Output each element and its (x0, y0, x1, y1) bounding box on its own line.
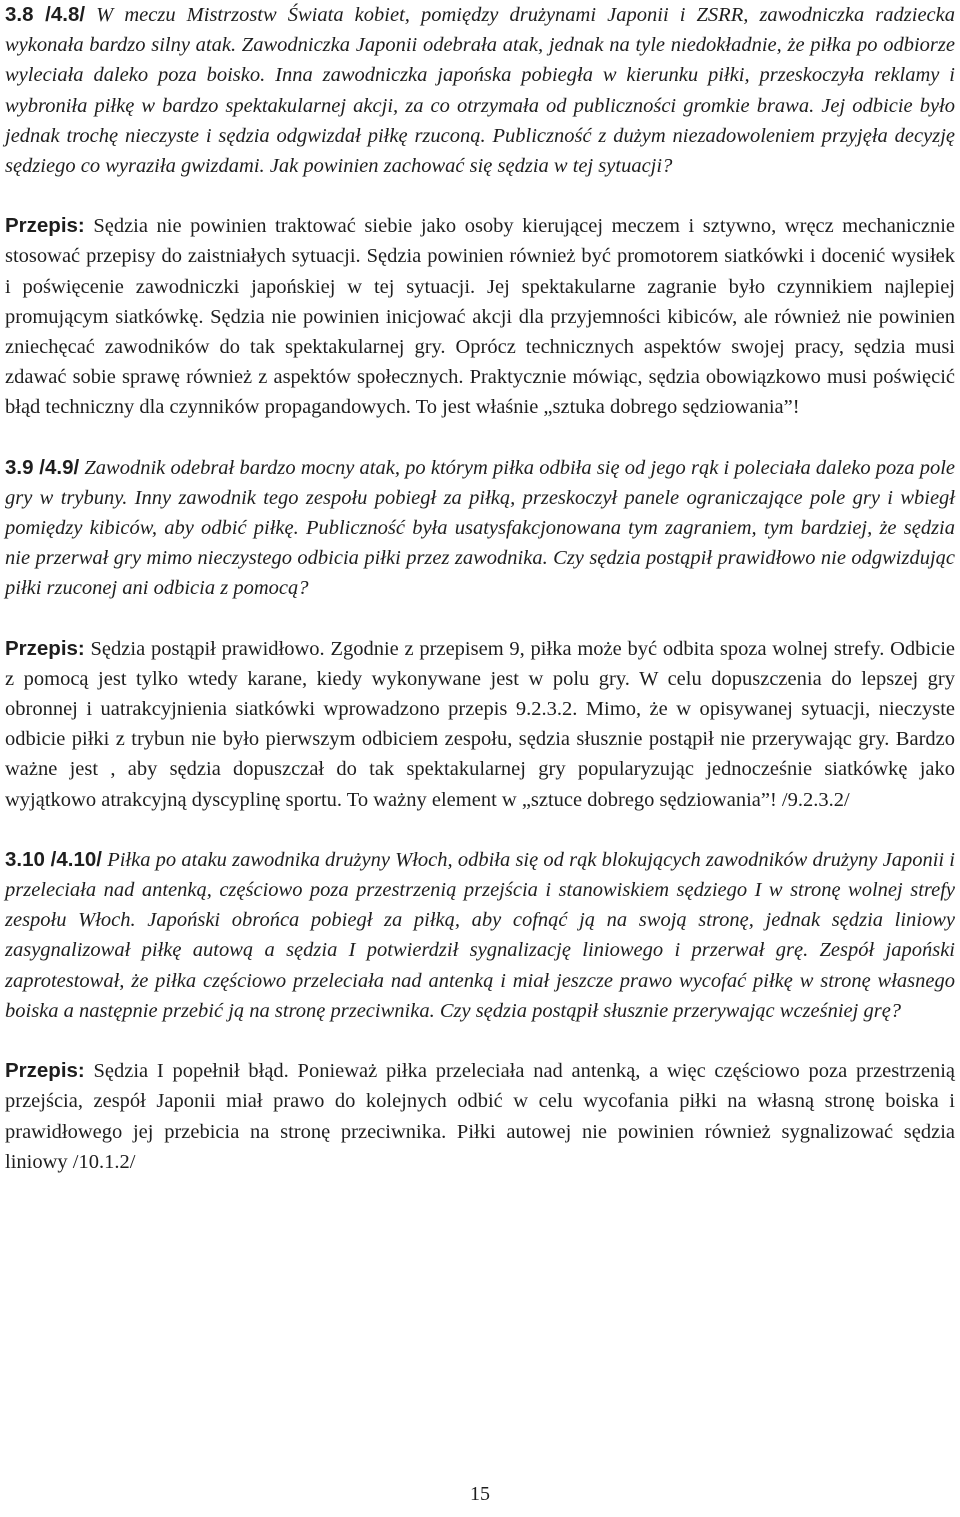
rule-text: Sędzia nie powinien traktować siebie jako osoby kierującej meczem i sztywno, wręcz mechanicznie stosować przepisy do zaistniałych sytuacji. Sędzia powinien również być promotorem siatkówki i docenić wysiłek i poświęcenie zawodniczki japońskiej w tej sytuacji. Jej spektakularne zagranie było czynnikiem najlepiej promującym siatkówkę. Sędzia nie powinien inicjować akcji dla przyjemności kibiców, ale również nie powinien zniechęcać zawodników do tak spektakularnej gry. Oprócz technicznych aspektów swojej pracy, sędzia musi zdawać sobie sprawę również z aspektów społecznych. Praktycznie mówiąc, sędzia obowiązkowo musi poświęcić błąd techniczny dla czynników propagandowych. To jest właśnie „sztuka dobrego sędziowania”! (5, 215, 955, 419)
case-3-9-rule (5, 634, 955, 815)
case-number: 3.8 /4.8/ (5, 3, 86, 26)
case-question-text: W meczu Mistrzostw Świata kobiet, pomiędzy drużynami Japonii i ZSRR, zawodniczka radziecka wykonała bardzo silny atak. Zawodniczka Japonii odebrała atak, jednak na tyle niedokładnie, że piłka po odbiorze wyleciała daleko poza boisko. Inna zawodniczka japońska pobiegła w kierunku piłki, przeskoczyła reklamy i wybroniła piłkę w bardzo spektakularnej akcji, za co otrzymała od publiczności gromkie brawa. Jej odbicie było jednak trochę nieczyste i sędzia odgwizdał piłkę rzuconą. Publiczność z dużym niezadowoleniem przyjęła decyzję sędziego co wyraziła gwizdami. Jak powinien zachować się sędzia w tej sytuacji? (5, 4, 956, 178)
rule-label: Przepis: (5, 1059, 85, 1083)
rule-text: Sędzia postąpił prawidłowo. Zgodnie z przepisem 9, piłka może być odbita spoza wolnej strefy. Odbicie z pomocą jest tylko wtedy karane, kiedy wykonywane jest w polu gry. W celu dopuszczenia do lepszej gry obronnej i uatrakcyjnienia siatkówki wprowadzono przepis 9.2.3.2. Mimo, że w opisywanej sytuacji, nieczyste odbicie piłki z trybun nie było pierwszym odbiciem zespołu, sędzia słusznie postąpił nie przerywając gry. Bardzo ważne jest , aby sędzia dopuszczał do tak spektakularnej gry popularyzując jednocześnie siatkówkę jako wyjątkowo atrakcyjną dyscyplinę sportu. To ważny element w „sztuce dobrego sędziowania”! /9.2.3.2/ (5, 637, 956, 811)
page-number: 15 (470, 1483, 490, 1505)
rule-text: Sędzia I popełnił błąd. Ponieważ piłka przeleciała nad antenką, a więc częściowo poza przestrzenią przejścia, zespół Japonii miał prawo do kolejnych odbić w celu wycofania piłki na własną stronę boiska i prawidłowego jej przebicia na stronę przeciwnika. Piłki autowej nie powinien również sygnalizować sędzia liniowy /10.1.2/ (5, 1060, 956, 1173)
case-number: 3.10 /4.10/ (5, 847, 102, 871)
case-3-10-question (5, 845, 955, 1026)
case-3-9-question (5, 453, 955, 604)
document-page (5, 0, 955, 1177)
rule-label: Przepis: (5, 636, 85, 660)
case-question-text: Piłka po ataku zawodnika drużyny Włoch, odbiła się od rąk blokujących zawodników drużyny Japonii i przeleciała nad antenką, częściowo poza przestrzenią przejścia i stanowiskiem sędziego I w stronę wolnej strefy zespołu Włoch. Japoński obrońca pobiegł za piłką, aby cofnąć ją na swoją stronę, jednak sędzia liniowy zasygnalizował piłkę autową a sędzia I potwierdził sygnalizację liniowego i przerwał grę. Zespół japoński zaprotestował, że piłka częściowo przeleciała nad antenką i miał jeszcze prawo wycofać piłkę w stronę własnego boiska a następnie przebić ją na stronę przeciwnika. Czy sędzia postąpił słusznie przerywając wcześniej grę? (5, 848, 955, 1022)
case-3-8-question (5, 0, 955, 181)
case-3-10-rule (5, 1056, 955, 1177)
rule-label: Przepis: (5, 214, 85, 238)
case-question-text: Zawodnik odebrał bardzo mocny atak, po którym piłka odbiła się od jego rąk i poleciała daleko poza pole gry w trybuny. Inny zawodnik tego zespołu pobiegł za piłką, przeskoczył panele ograniczające pole gry i wbiegł pomiędzy kibiców, aby odbić piłkę. Publiczność była usatysfakcjonowana tym zagraniem, tym bardziej, że sędzia nie przerwał gry mimo nieczystego odbicia piłki przez zawodnika. Czy sędzia postąpił prawidłowo nie odgwizdując piłki rzuconej ani odbicia z pomocą? (5, 456, 956, 600)
case-number: 3.9 /4.9/ (5, 455, 80, 479)
case-3-8-rule (5, 211, 955, 422)
